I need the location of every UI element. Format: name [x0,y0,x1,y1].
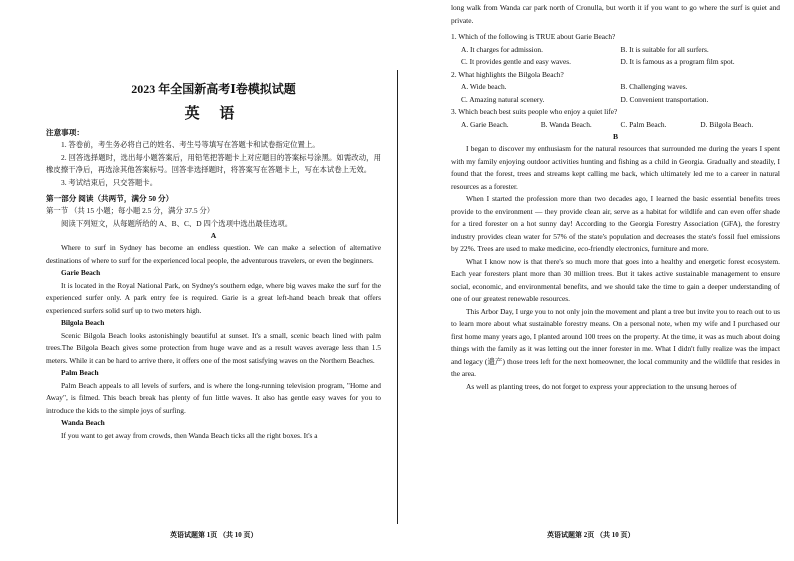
question-stem: 3. Which beach best suits people who enjoy a quiet life? [451,107,618,116]
passage-paragraph: This Arbor Day, I urge you to not only join the movement and plant a tree but invite you to reach out to us to learn more about what sustainable forestry means. On a personal note, when my wife and I purchased our first home many years ago, I planted around 100 trees on the property. At the time, it was as much about doing things with the family as it was letting out the inner forester in me. What I didn't fully realize was the impact and legacy (遗产) those trees left for the next homeowner, the local community and the wildlife that resides in the area. [451,306,780,378]
section-heading: 第一节 （共 15 小题；每小题 2.5 分，满分 37.5 分） [46,206,215,215]
beach-name: Palm Beach [61,368,99,377]
option-d: D. Convenient transportation. [620,94,709,104]
beach-text: If you want to get away from crowds, then Wanda Beach ticks all the right boxes. It's a [61,430,318,440]
right-page [397,0,794,561]
option-b: B. It is suitable for all surfers. [620,44,709,54]
option-a: A. Garie Beach. [461,119,509,129]
passage-b-label: B [612,132,619,141]
question-options [451,44,780,69]
beach-name: Garie Beach [61,268,101,277]
beach-name: Wanda Beach [61,418,105,427]
question-options [451,81,780,106]
instruction-text: 阅读下列短文，从每题所给的 A、B、C、D 四个选项中选出最佳选项。 [61,218,293,228]
option-b: B. Wanda Beach. [540,119,592,129]
option-d: D. It is famous as a program film spot. [620,57,735,66]
beach-text: It is located in the Royal National Park, on Sydney's southern edge, where big waves make the surf for the experienced surfer only. A park entry fee is required. Garie is a great left-hand beach break that offers experienced surfers solid surf up to two meters high. [46,280,381,315]
question-stem: 1. Which of the following is TRUE about Garie Beach? [451,32,616,41]
passage-paragraph: What I know now is that there's so much more that goes into a healthy and energetic forest ecosystem. Each year foresters plant more than 30 million trees. But it takes active sustainable management to ensure social, economic, and environmental benefits, and we should take the time to gain a deeper understanding of one of our greatest renewable resources. [451,256,780,303]
page-footer-right: 英语试题第 2页 （共 10 页） [547,531,635,539]
question-options [451,119,780,132]
notice-heading: 注意事项： [46,128,84,137]
page-footer-left: 英语试题第 1页 （共 10 页） [170,531,258,539]
option-c: C. Palm Beach. [620,119,667,129]
passage-paragraph: I began to discover my enthusiasm for the natural resources that surrounded me during the years I spent with my family enjoying outdoor activities hunting and fishing as a child in Georgia. Gradually and steadily, I found that the forest, trees and streams kept calling me back, which ultimately led me to a career in natural resources as a forester. [451,144,780,191]
question-stem: 2. What highlights the Bilgola Beach? [451,69,564,79]
exam-title: 2023 年全国新高考Ⅰ卷模拟试题 [131,82,296,96]
option-a: A. Wide beach. [461,82,507,91]
option-c: C. It provides gentle and easy waves. [461,57,572,66]
option-a: A. It charges for admission. [461,44,543,54]
passage-a-label: A [210,231,217,240]
passage-intro: Where to surf in Sydney has become an endless question. We can make a selection of alternative destinations of where to surf for the experienced local people, the adventurous travelers, or even the beginners. [46,243,381,265]
option-c: C. Amazing natural scenery. [461,94,545,104]
passage-paragraph: When I started the profession more than two decades ago, I learned the basic essential benefits trees provide to the environment — they provide clean air, serve as a habitat for wildlife and can even offer shade for a tired forester on a hot sunny day! According to the Georgia Forestry Association (GFA), the forestry industry provides clean water for 57% of the state's population and decreases the state's fossil fuel emissions by 22%. Trees are used to make medicine, eco-friendly electronics, furniture and more. [451,194,780,253]
option-d: D. Bilgola Beach. [700,119,754,129]
notice-item: 2. 回答选择题时，选出每小题答案后，用铅笔把答题卡上对应题目的答案标号涂黑。如需改动，用橡皮擦干净后，再选涂其他答案标号。回答非选择题时，将答案写在答题卡上，写在本试卷上无效。 [46,152,381,174]
option-b: B. Challenging waves. [620,82,688,91]
part-heading: 第一部分 阅读（共两节，满分 50 分） [46,194,174,203]
subject-title: 英 语 [184,106,243,122]
passage-continuation: long walk from Wanda car park north of Cronulla, but worth it if you want to go where the surf is quiet and private. [451,3,780,25]
passage-paragraph: As well as planting trees, do not forget to express your appreciation to the unsung heroes of [466,381,737,391]
notice-item: 1. 答卷前，考生务必将自己的姓名、考生号等填写在答题卡和试卷指定位置上。 [61,140,320,149]
beach-text: Scenic Bilgola Beach looks astonishingly beautiful at sunset. It's a small, scenic beach lined with palm trees.The Bilgola Beach gives some protection from huge wave and as a result waves average less than 1.5 meters. While it can be hard to arrive there, it offers one of the most satisfying waves on the Northern Beaches. [46,330,381,365]
notice-item: 3. 考试结束后，只交答题卡。 [61,177,158,187]
beach-name: Bilgola Beach [61,318,105,327]
beach-text: Palm Beach appeals to all levels of surfers, and is where the long-running television program, "Home and Away", is filmed. This beach break has plenty of fun little waves. It also has gentle easy waves for you to introduce the kids to the simple joys of surfing. [46,380,381,415]
